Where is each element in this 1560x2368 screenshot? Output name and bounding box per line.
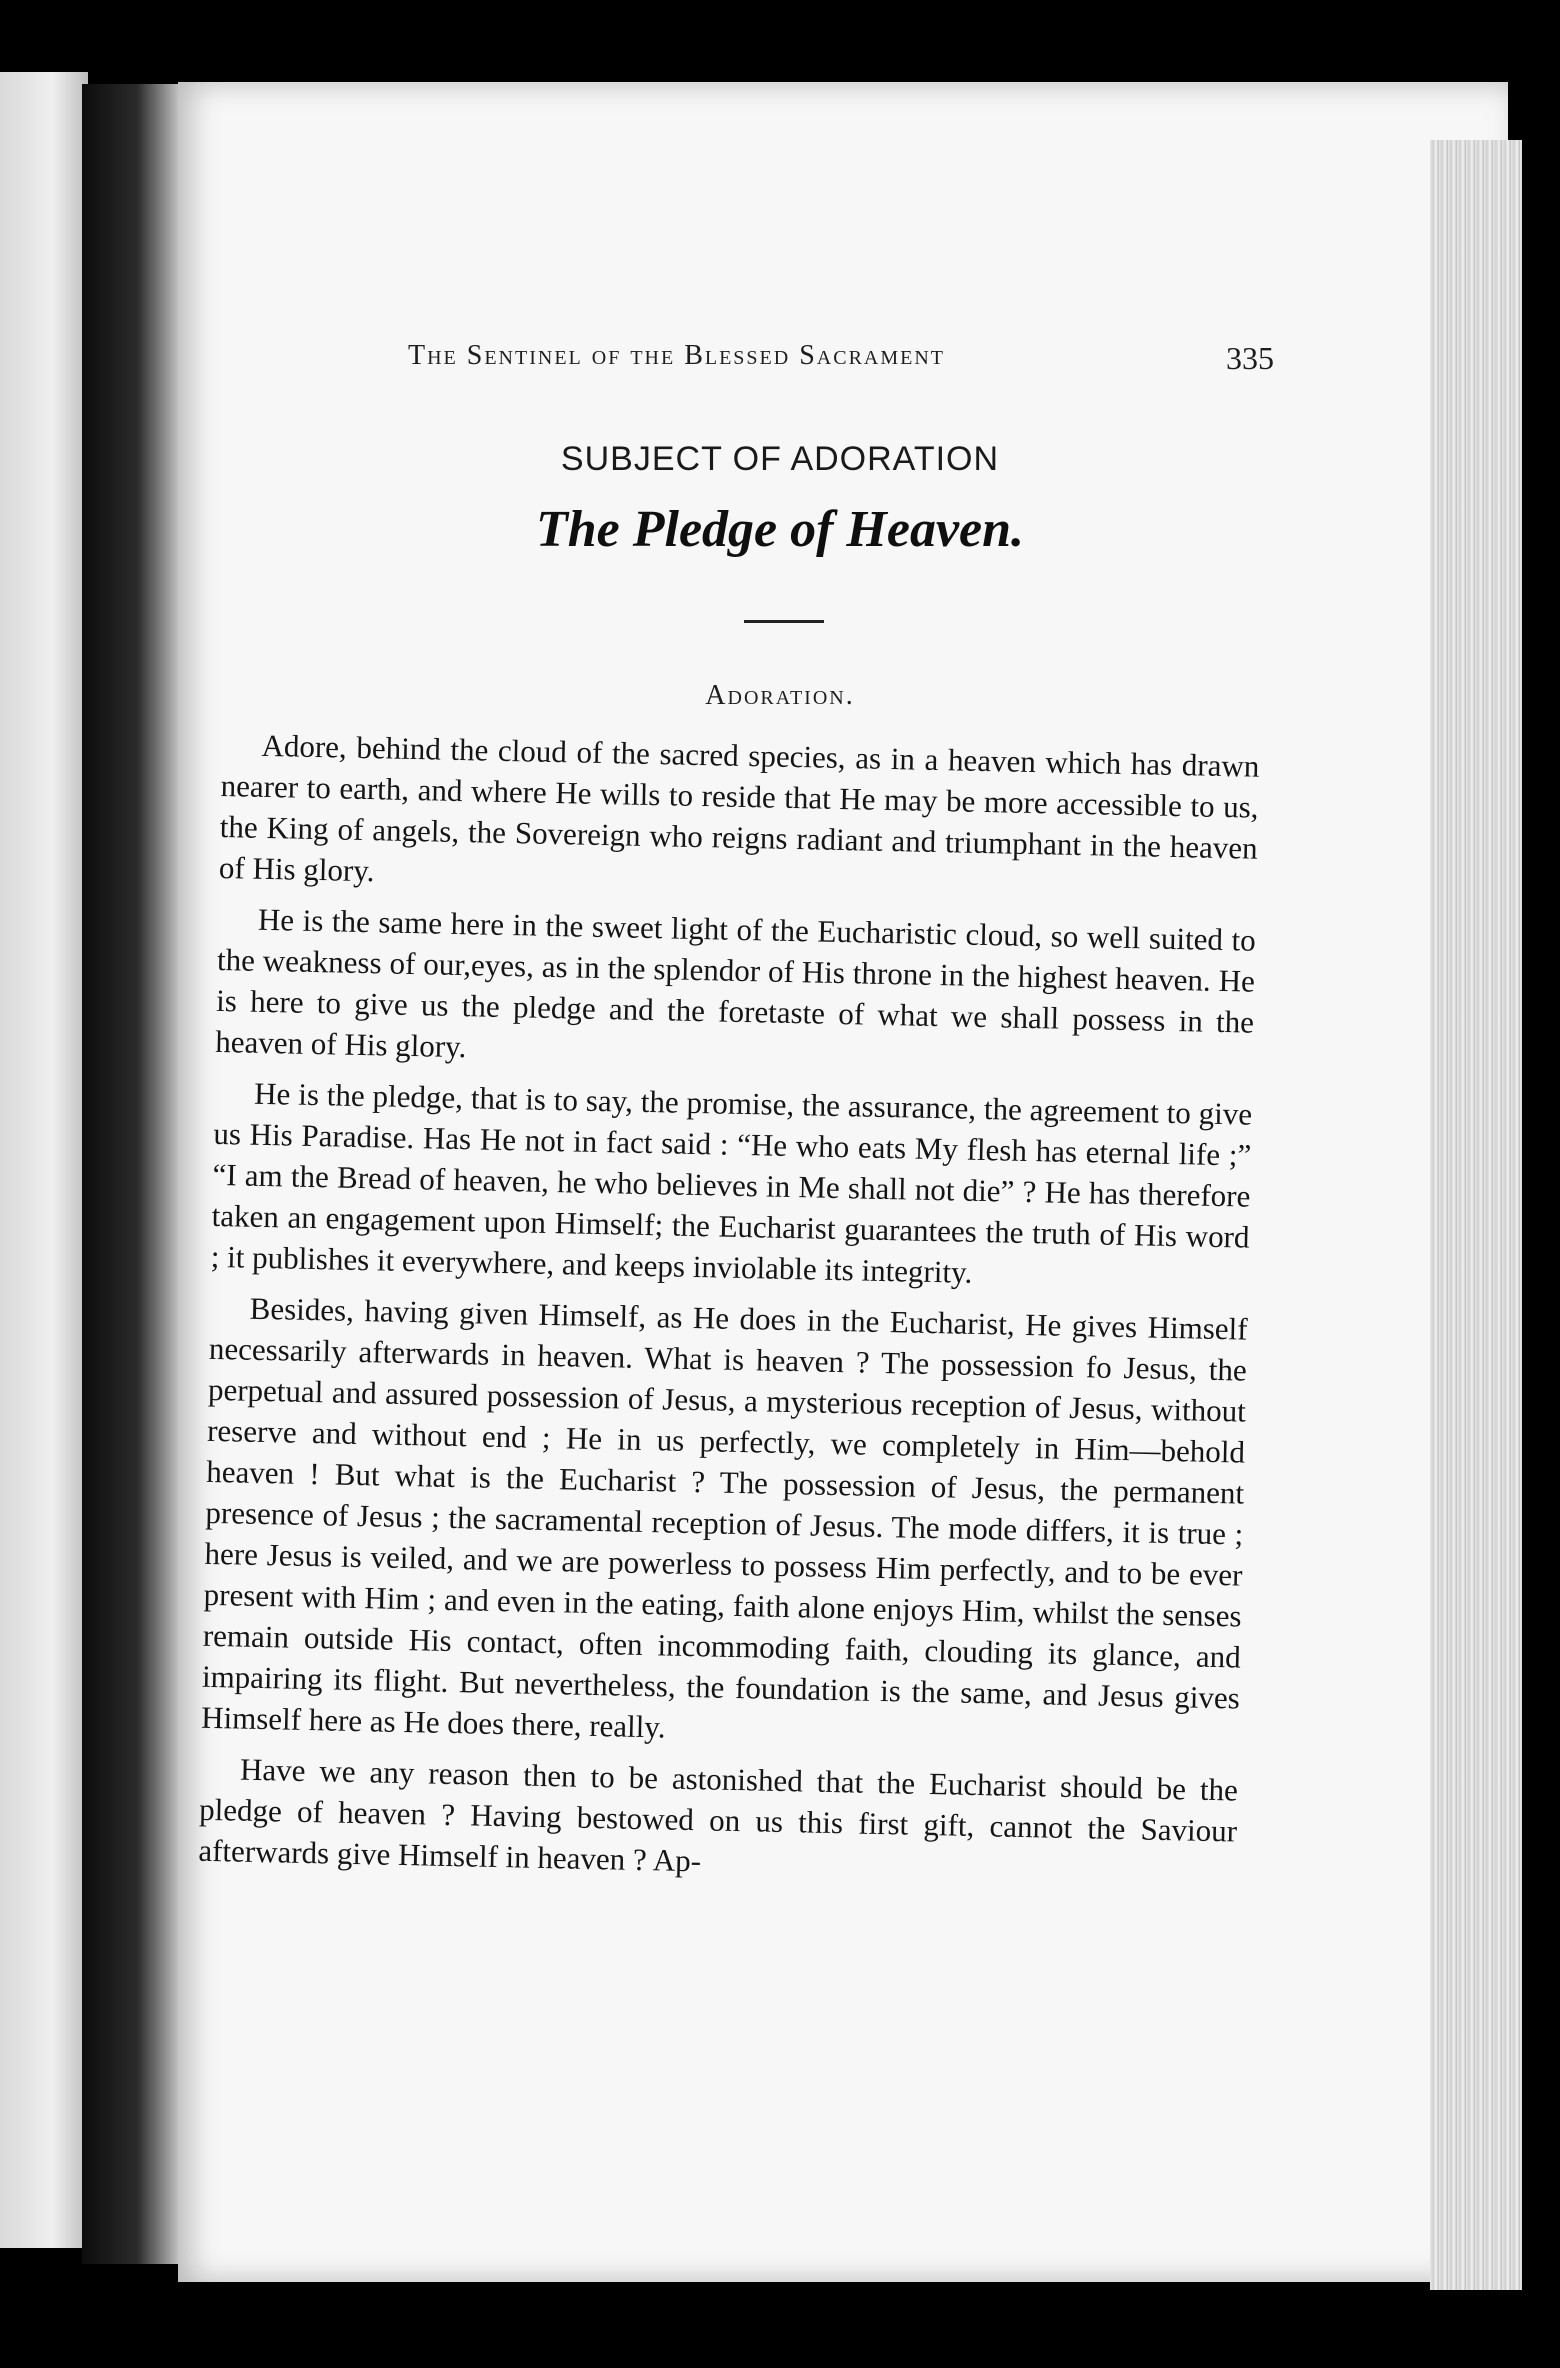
title-rule [744, 620, 824, 623]
paragraph-1: Adore, behind the cloud of the sacred species, as in a heaven which has drawn nearer to earth, and where He wills to reside that He may be more accessible to us, the King of angels, the Sovereign who reigns radiant and triumphant in the heaven of His glory. [218, 727, 1260, 889]
page-edge-stack [1430, 140, 1522, 2290]
running-head: The Sentinel of the Blessed Sacrament [408, 340, 946, 371]
paragraph-5: Have we any reason then to be astonished that the Eucharist should be the pledge of heaven ? Having bestowed on us this first gift, cannot the Saviour afterwards give Himself in heaven ? Ap- [198, 1751, 1239, 1879]
paragraph-4: Besides, having given Himself, as He does in the Eucharist, He gives Himself necessarily afterwards in heaven. What is heaven ? The possession fo Jesus, the perpetual and assured possession of Jesus, a mysterious reception of Jesus, without reserve and without end ; He in us perfectly, we completely in Him—behold heaven ! But what is the Eucharist ? The possession of Jesus, the permanent presence of Jesus ; the sacramental reception of Jesus. The mode differs, it is true ; here Jesus is veiled, and we are powerless to possess Him perfectly, and to be ever present with Him ; and even in the eating, faith alone enjoys Him, whilst the senses remain outside His contact, often incommoding faith, clouding its glance, and impairing its flight. But nevertheless, the foundation is the same, and Jesus gives Himself here as He does there, really. [200, 1290, 1248, 1745]
chapter-title: The Pledge of Heaven. [535, 501, 1025, 558]
left-page-edge [0, 72, 88, 2248]
body-text [198, 724, 1260, 1902]
page-number: 335 [1226, 340, 1274, 376]
paragraph-3: He is the pledge, that is to say, the promise, the assurance, the agreement to give us His Paradise. Has He not in fact said : “He who eats My flesh has eternal life ;” “I am the Bread of heaven, he who believes in Me shall not die” ? He has therefore taken an engagement upon Himself; the Eucharist guarantees the truth of His word ; it publishes it everywhere, and keeps inviolable its integrity. [210, 1075, 1253, 1290]
book-spine [82, 84, 182, 2264]
section-heading: Adoration. [705, 680, 855, 711]
subject-heading: SUBJECT OF ADORATION [560, 440, 1000, 478]
paragraph-2: He is the same here in the sweet light of the Eucharistic cloud, so well suited to the weakness of our,eyes, as in the splendor of His throne in the highest heaven. He is here to give us the pledge and the foretaste of what we shall possess in the heaven of His glory. [214, 901, 1257, 1065]
